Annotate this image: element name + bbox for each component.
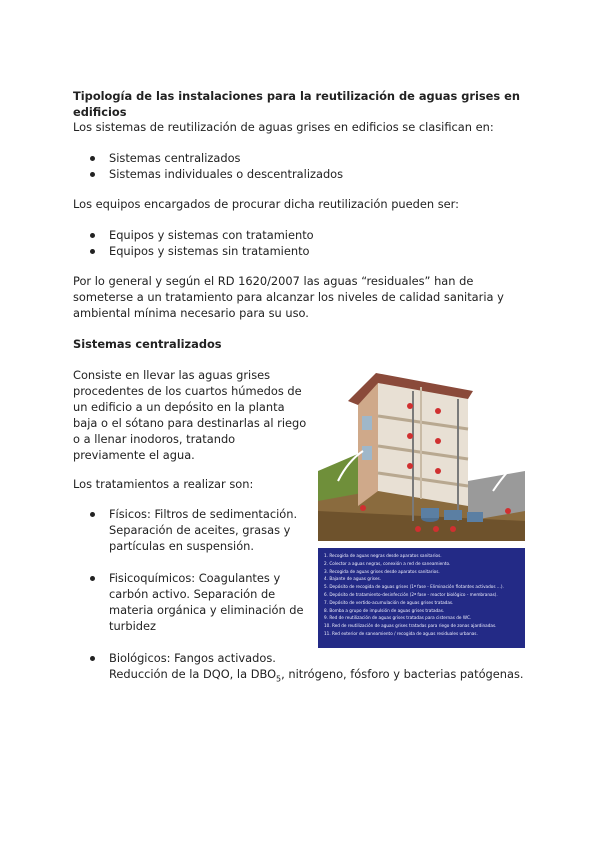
legend-item: 8. Bomba a grupo de impulsión de aguas grises tratadas. [324,607,445,613]
section-heading: Sistemas centralizados [73,337,222,351]
legend-item: 9. Red de reutilización de aguas grises tratadas para cisternas de WC. [324,615,472,621]
bullet-icon [90,576,95,581]
legend-item: 11. Red exterior de saneamiento / recogida de aguas residuales urbanas. [324,630,478,636]
equipment-list [90,227,530,259]
list-item: Físicos: Filtros de sedimentación. Separación de aceites, grasas y partículas en suspensión. [90,506,309,554]
intro-paragraph: Los sistemas de reutilización de aguas grises en edificios se clasifican en: [73,120,494,134]
legend-item: 4. Bajante de aguas grises. [324,576,382,582]
list-item: Biológicos: Fangos activados. Reducción de la DQO, la $DBO_5$, nitrógeno, fósforo y bacterias patógenas. [90,650,530,687]
legend-item: 2. Colector a aguas negras, conexión a red de saneamiento. [324,560,451,566]
centralized-description: Consiste en llevar las aguas grises procedentes de los cuartos húmedos de un edificio a un depósito en la planta baja o el sótano para destinarlas al riego o a llenar inodoros, tratando previamente el agua. [73,368,307,462]
equipment-intro: Los equipos encargados de procurar dicha reutilización pueden ser: [73,197,459,211]
list-item: Sistemas centralizados [90,150,530,166]
bullet-icon [90,512,95,517]
figure-legend [318,548,525,648]
bullet-icon [90,233,95,238]
bullet-icon [90,172,95,177]
legend-item: 1. Recogida de aguas negras desde aparatos sanitarios. [324,553,442,558]
list-item: Equipos y sistemas con tratamiento [90,227,530,243]
legend-item: 6. Depósito de tratamiento-desinfección (2ª fase - reactor biológico - membranas). [324,591,498,597]
classification-list [90,150,530,182]
bullet-icon [90,249,95,254]
legend-item: 3. Recogida de aguas grises desde aparatos sanitarios. [324,568,440,574]
bullet-icon [90,156,95,161]
legend-item: 5. Depósito de recogida de aguas grises (1ª fase - Eliminación flotantes activados ...). [324,584,504,590]
building-illustration [318,371,525,541]
legend-item: 7. Depósito de vertido-acumulación de aguas grises tratadas. [324,599,454,605]
legend-item: 10. Red de reutilización de aguas grises tratadas para riego de zonas ajardinadas. [324,623,497,629]
regulation-paragraph: Por lo general y según el RD 1620/2007 las aguas “residuales” han de someterse a un tratamiento para alcanzar los niveles de calidad sanitaria y ambiental mínima necesario para su uso. [73,274,504,320]
list-item: Fisicoquímicos: Coagulantes y carbón activo. Separación de materia orgánica y eliminación de turbidez [90,570,313,634]
treatments-intro: Los tratamientos a realizar son: [73,477,254,491]
page-title: Tipología de las instalaciones para la reutilización de aguas grises en edificios [73,89,520,119]
list-item: Sistemas individuales o descentralizados [90,166,530,182]
list-item: Equipos y sistemas sin tratamiento [90,243,530,259]
bullet-icon [90,656,95,661]
